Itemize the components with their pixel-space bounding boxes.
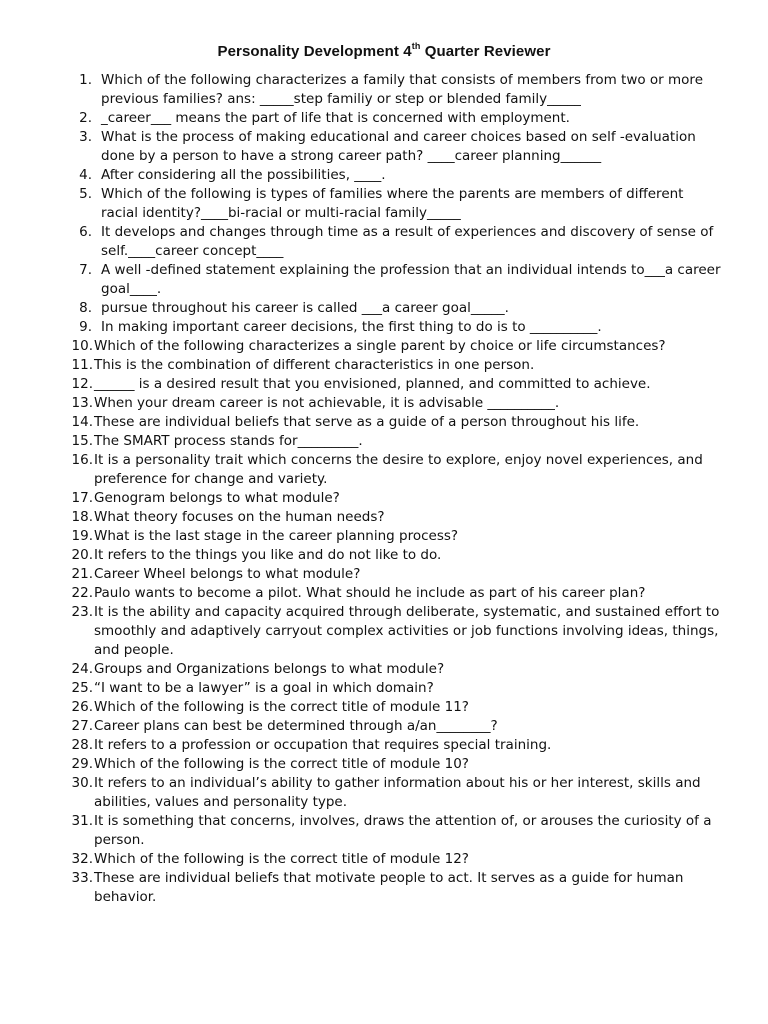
item-text: This is the combination of different characteristics in one person.: [94, 356, 535, 373]
item-number: 13.: [71, 394, 93, 411]
item-gap: [92, 223, 101, 261]
item-text: When your dream career is not achievable, it is advisable __________.: [94, 394, 560, 411]
item-text: What is the last stage in the career planning process?: [94, 527, 459, 544]
item-number: 4.: [79, 166, 92, 183]
item-number: 16.: [71, 451, 93, 468]
item-text: _career___ means the part of life that is concerned with employment.: [101, 109, 570, 126]
list-item: [66, 337, 726, 356]
item-text: Which of the following is the correct title of module 12?: [94, 850, 469, 867]
item-number: 9.: [79, 318, 92, 335]
item-number: 3.: [79, 128, 92, 145]
list-item: [66, 869, 726, 907]
item-number: 29.: [71, 755, 93, 772]
item-number: 21.: [71, 565, 93, 582]
list-item: [66, 128, 726, 166]
item-gap: [92, 185, 101, 223]
item-number: 19.: [71, 527, 93, 544]
item-number: 23.: [71, 603, 93, 620]
item-text: “I want to be a lawyer” is a goal in which domain?: [94, 679, 434, 696]
item-gap: [92, 299, 101, 318]
item-text: It refers to an individual’s ability to gather information about his or her interest, skills and abilities, values and personality type.: [94, 774, 701, 810]
list-item: [66, 546, 726, 565]
item-number: 31.: [71, 812, 93, 829]
item-text: Which of the following characterizes a single parent by choice or life circumstances?: [94, 337, 666, 354]
list-item: [66, 109, 726, 128]
item-number: 15.: [71, 432, 93, 449]
item-number: 8.: [79, 299, 92, 316]
item-gap: [92, 128, 101, 166]
item-number: 5.: [79, 185, 92, 202]
item-text: Career plans can best be determined through a/an________?: [94, 717, 498, 734]
list-item: [66, 223, 726, 261]
list-item: [66, 375, 726, 394]
item-text: What is the process of making educational and career choices based on self -evaluation done by a person to have a strong career path? ____career planning______: [101, 128, 696, 164]
item-number: 14.: [71, 413, 93, 430]
list-item: [66, 451, 726, 489]
list-item: [66, 508, 726, 527]
item-number: 24.: [71, 660, 93, 677]
item-number: 28.: [71, 736, 93, 753]
item-gap: [92, 109, 101, 128]
item-text: Which of the following is the correct title of module 10?: [94, 755, 469, 772]
item-number: 2.: [79, 109, 92, 126]
list-item: [66, 774, 726, 812]
item-number: 10.: [71, 337, 93, 354]
item-text: It is something that concerns, involves, draws the attention of, or arouses the curiosity of a person.: [94, 812, 712, 848]
list-item: [66, 565, 726, 584]
list-item: [66, 166, 726, 185]
item-text: It refers to a profession or occupation that requires special training.: [94, 736, 552, 753]
list-item: [66, 736, 726, 755]
item-number: 25.: [71, 679, 93, 696]
item-text: Paulo wants to become a pilot. What should he include as part of his career plan?: [94, 584, 646, 601]
item-gap: [92, 71, 101, 109]
item-number: 32.: [71, 850, 93, 867]
list-item: [66, 432, 726, 451]
item-number: 7.: [79, 261, 92, 278]
list-item: [66, 318, 726, 337]
item-text: After considering all the possibilities, ____.: [101, 166, 386, 183]
item-text: Which of the following is the correct title of module 11?: [94, 698, 469, 715]
list-item: [66, 812, 726, 850]
item-gap: [92, 166, 101, 185]
item-text: ______ is a desired result that you envisioned, planned, and committed to achieve.: [94, 375, 651, 392]
item-number: 18.: [71, 508, 93, 525]
item-gap: [92, 261, 101, 299]
list-item: [66, 394, 726, 413]
item-number: 20.: [71, 546, 93, 563]
list-item: [66, 489, 726, 508]
item-text: Which of the following characterizes a family that consists of members from two or more previous families? ans: _____step familiy or step or blended family_____: [101, 71, 703, 107]
list-item: [66, 850, 726, 869]
item-number: 33.: [71, 869, 93, 886]
item-text: These are individual beliefs that serve as a guide of a person throughout his life.: [94, 413, 640, 430]
title-rest: Quarter Reviewer: [420, 43, 551, 60]
list-item: [66, 755, 726, 774]
item-text: Groups and Organizations belongs to what module?: [94, 660, 445, 677]
title-main: Personality Development 4: [217, 43, 412, 60]
question-list: [66, 71, 726, 907]
item-number: 26.: [71, 698, 93, 715]
list-item: [66, 413, 726, 432]
item-number: 1.: [79, 71, 92, 88]
list-item: [66, 584, 726, 603]
item-number: 27.: [71, 717, 93, 734]
item-number: 12.: [71, 375, 93, 392]
list-item: [66, 299, 726, 318]
item-text: A well -defined statement explaining the profession that an individual intends to___a career goal____.: [101, 261, 721, 297]
list-item: [66, 185, 726, 223]
item-number: 30.: [71, 774, 93, 791]
item-text: pursue throughout his career is called ___a career goal_____.: [101, 299, 509, 316]
item-text: It refers to the things you like and do not like to do.: [94, 546, 442, 563]
list-item: [66, 717, 726, 736]
list-item: [66, 698, 726, 717]
item-number: 17.: [71, 489, 93, 506]
item-text: It is a personality trait which concerns the desire to explore, enjoy novel experiences, and preference for change and variety.: [94, 451, 703, 487]
item-number: 11.: [71, 356, 93, 373]
item-text: It is the ability and capacity acquired through deliberate, systematic, and sustained effort to smoothly and adaptively carryout complex activities or job functions involving ideas, things, and people.: [94, 603, 720, 658]
item-text: In making important career decisions, the first thing to do is to __________.: [101, 318, 602, 335]
item-number: 6.: [79, 223, 92, 240]
list-item: [66, 356, 726, 375]
page-title: [0, 42, 768, 60]
item-text: These are individual beliefs that motivate people to act. It serves as a guide for human behavior.: [94, 869, 684, 905]
list-item: [66, 261, 726, 299]
item-text: It develops and changes through time as a result of experiences and discovery of sense of self.____career concept____: [101, 223, 714, 259]
item-text: Career Wheel belongs to what module?: [94, 565, 361, 582]
list-item: [66, 603, 726, 660]
item-text: Which of the following is types of families where the parents are members of different racial identity?____bi-racial or multi-racial family_____: [101, 185, 684, 221]
list-item: [66, 679, 726, 698]
item-text: The SMART process stands for_________.: [94, 432, 363, 449]
list-item: [66, 660, 726, 679]
list-item: [66, 71, 726, 109]
list-item: [66, 527, 726, 546]
item-number: 22.: [71, 584, 93, 601]
title-superscript: th: [411, 41, 421, 51]
item-text: What theory focuses on the human needs?: [94, 508, 385, 525]
item-gap: [92, 318, 101, 337]
item-text: Genogram belongs to what module?: [94, 489, 340, 506]
